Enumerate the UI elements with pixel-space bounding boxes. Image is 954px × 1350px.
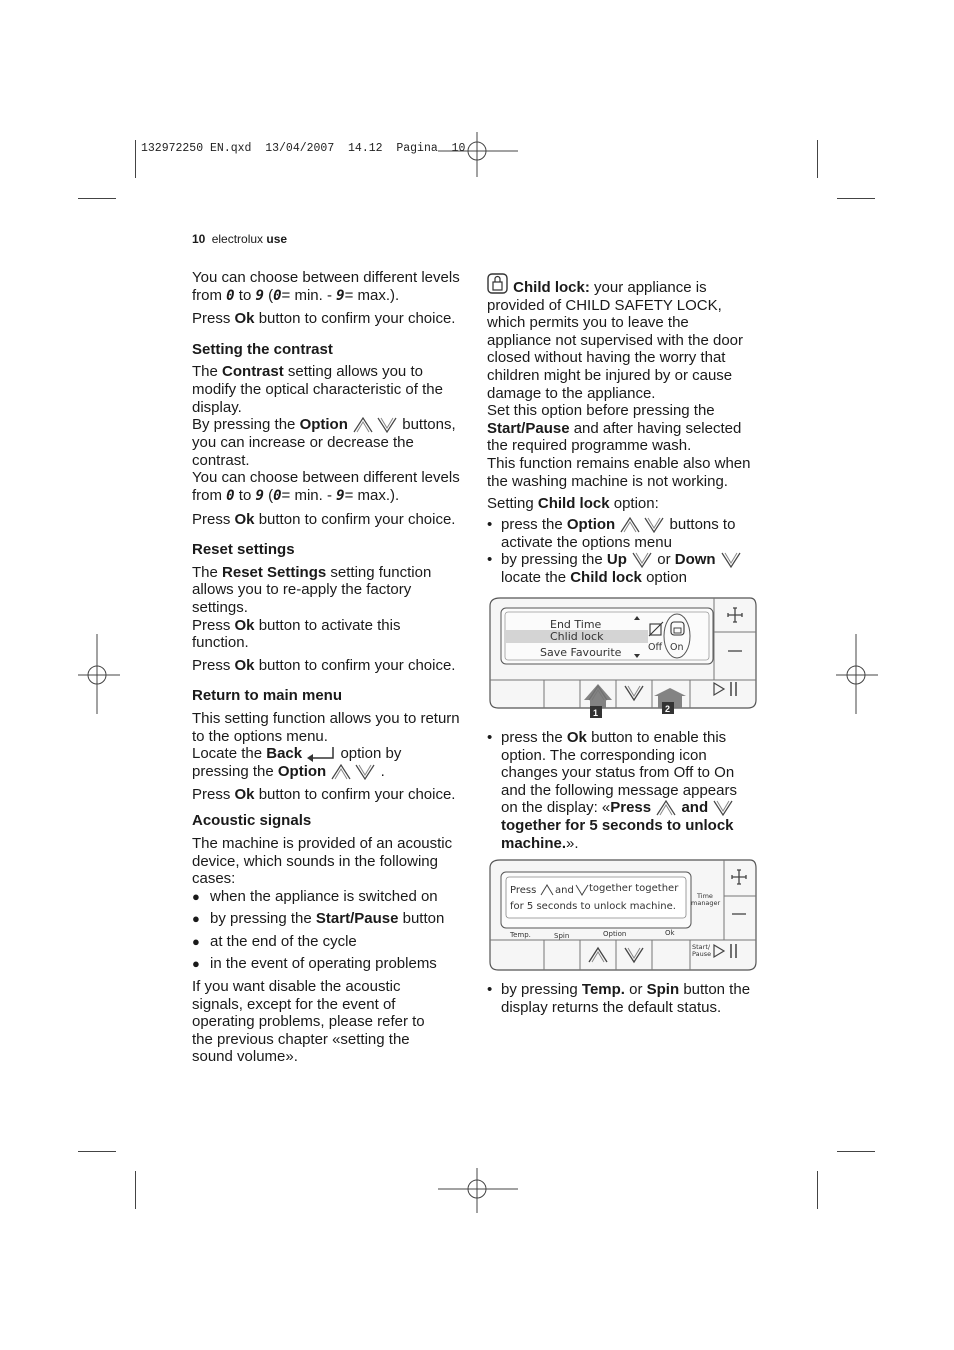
callout-1: 1 — [593, 708, 599, 718]
registration-mark-right — [836, 634, 878, 714]
text: The Reset Settings setting function — [192, 563, 432, 581]
text: which permits you to leave the — [487, 314, 689, 332]
control-panel-diagram-1 — [488, 596, 760, 722]
message-together: together together — [589, 883, 679, 894]
text: the washing machine is not working. — [487, 472, 728, 490]
child-lock-icon — [487, 273, 509, 295]
right-column-3 — [487, 981, 772, 1016]
text: modify the optical characteristic of the — [192, 380, 443, 398]
text: contrast. — [192, 451, 250, 469]
time-label: Time — [697, 892, 713, 900]
list-item: • by pressing Temp. or Spin button the display returns the default status. — [487, 981, 772, 1016]
text: You can choose between different levels — [192, 269, 460, 286]
heading-acoustic: Acoustic signals — [192, 812, 312, 830]
text: function. — [192, 634, 249, 652]
up-down-arrows-icon — [330, 763, 376, 781]
text: children might be injured by or cause — [487, 366, 733, 384]
list-item: • press the Ok button to enable this option. The corresponding icon changes your status from Off to On and the following message appears on the display: «Press and together for 5 seconds to unlock machine.». — [487, 729, 772, 853]
text: Start/Pause and after having selected — [487, 419, 742, 437]
text: This setting function allows you to return — [192, 709, 460, 727]
crop-mark — [135, 1171, 136, 1209]
on-label: On — [670, 642, 684, 653]
menu-item-end-time: End Time — [550, 618, 602, 631]
text: provided of CHILD SAFETY LOCK, — [487, 296, 722, 314]
crop-mark — [817, 140, 818, 178]
message-press: Press — [510, 885, 537, 896]
text: Press Ok button to confirm your choice. — [192, 310, 456, 328]
steps-list-2 — [487, 729, 772, 853]
section-name: use — [266, 232, 288, 246]
list-item: ● in the event of operating problems — [192, 955, 477, 973]
text: Setting Child lock option: — [487, 495, 659, 513]
text: from 0 to 9 (0= min. - 9= max.). — [192, 486, 400, 504]
text: Press Ok button to confirm your choice. — [192, 656, 456, 674]
registration-mark-top — [438, 132, 518, 182]
ok-label: Ok — [665, 929, 675, 937]
text: The Contrast setting allows you to — [192, 363, 423, 381]
list-item: ● by pressing the Start/Pause button — [192, 910, 477, 928]
text: pressing the Option . — [192, 762, 385, 780]
callout-2: 2 — [665, 704, 671, 714]
crop-mark — [135, 140, 136, 178]
right-column-2 — [487, 729, 772, 853]
crop-mark — [78, 198, 116, 199]
list-item: ● at the end of the cycle — [192, 933, 477, 951]
back-arrow-icon — [306, 746, 336, 762]
text: cases: — [192, 870, 236, 888]
text: By pressing the Option buttons, — [192, 416, 456, 434]
acoustic-cases-list — [192, 888, 477, 973]
list-item: • by pressing the Up or Down locate the Child lock option — [487, 551, 772, 587]
steps-list — [487, 516, 772, 587]
text: settings. — [192, 598, 248, 616]
registration-mark-bottom — [438, 1168, 518, 1213]
text: Press Ok button to activate this — [192, 616, 401, 634]
message-and: and — [555, 885, 574, 896]
text: device, which sounds in the following — [192, 852, 438, 870]
heading-reset: Reset settings — [192, 541, 295, 559]
down-arrow-icon — [720, 551, 742, 569]
text: Set this option before pressing the — [487, 402, 715, 420]
text: closed without having the worry that — [487, 349, 726, 367]
crop-mark — [78, 1151, 116, 1152]
crop-mark — [837, 198, 875, 199]
down-arrow-icon — [631, 551, 653, 569]
text: sound volume». — [192, 1048, 298, 1066]
text: damage to the appliance. — [487, 384, 656, 402]
text: Locate the Back option by — [192, 745, 402, 763]
text: If you want disable the acoustic — [192, 978, 401, 996]
start-label: Start/ — [692, 943, 711, 951]
steps-list-3 — [487, 981, 772, 1016]
crop-mark — [837, 1151, 875, 1152]
registration-mark-left — [78, 634, 120, 714]
print-slug: 132972250 EN.qxd 13/04/2007 14.12 Pagina 10 — [141, 142, 466, 155]
text: from 0 to 9 (0= min. - 9= max.). — [192, 286, 400, 304]
menu-item-save-favourite: Save Favourite — [540, 646, 622, 659]
pause-label: Pause — [692, 950, 712, 958]
text: the previous chapter «setting the — [192, 1030, 410, 1048]
option-label: Option — [603, 930, 627, 938]
up-down-arrows-icon — [352, 416, 398, 434]
off-label: Off — [648, 642, 663, 653]
text: operating problems, please refer to — [192, 1013, 425, 1031]
up-arrow-icon — [655, 799, 677, 817]
down-arrow-icon — [712, 799, 734, 817]
text: display. — [192, 398, 242, 416]
heading-return: Return to main menu — [192, 687, 343, 705]
right-column — [487, 273, 772, 587]
text: appliance not supervised with the door — [487, 331, 743, 349]
text: You can choose between different levels — [192, 469, 460, 487]
text: allows you to re-apply the factory — [192, 581, 412, 599]
page-header — [192, 232, 287, 246]
text: This function remains enable also when — [487, 454, 751, 472]
text: Child lock: your appliance is — [487, 273, 772, 297]
heading-contrast: Setting the contrast — [192, 340, 333, 358]
temp-label: Temp. — [510, 931, 531, 939]
crop-mark — [817, 1171, 818, 1209]
text: Press Ok button to confirm your choice. — [192, 785, 456, 803]
list-item: • press the Option buttons to activate the options menu — [487, 516, 772, 552]
text: the required programme wash. — [487, 437, 692, 455]
left-column — [192, 269, 477, 1066]
message-line-2: for 5 seconds to unlock machine. — [510, 901, 676, 912]
control-panel-diagram-2 — [488, 858, 760, 974]
text: Press Ok button to confirm your choice. — [192, 510, 456, 528]
brand-name: electrolux — [211, 232, 264, 246]
text: The machine is provided of an acoustic — [192, 834, 453, 852]
text: to the options menu. — [192, 727, 328, 745]
list-item: ● when the appliance is switched on — [192, 888, 477, 906]
manager-label: manager — [691, 899, 721, 907]
page-number: 10 — [192, 232, 206, 246]
text: you can increase or decrease the — [192, 434, 414, 452]
spin-label: Spin — [554, 932, 570, 940]
menu-item-child-lock: Chlid lock — [550, 630, 604, 643]
text: signals, except for the event of — [192, 995, 396, 1013]
up-down-arrows-icon — [619, 516, 665, 534]
